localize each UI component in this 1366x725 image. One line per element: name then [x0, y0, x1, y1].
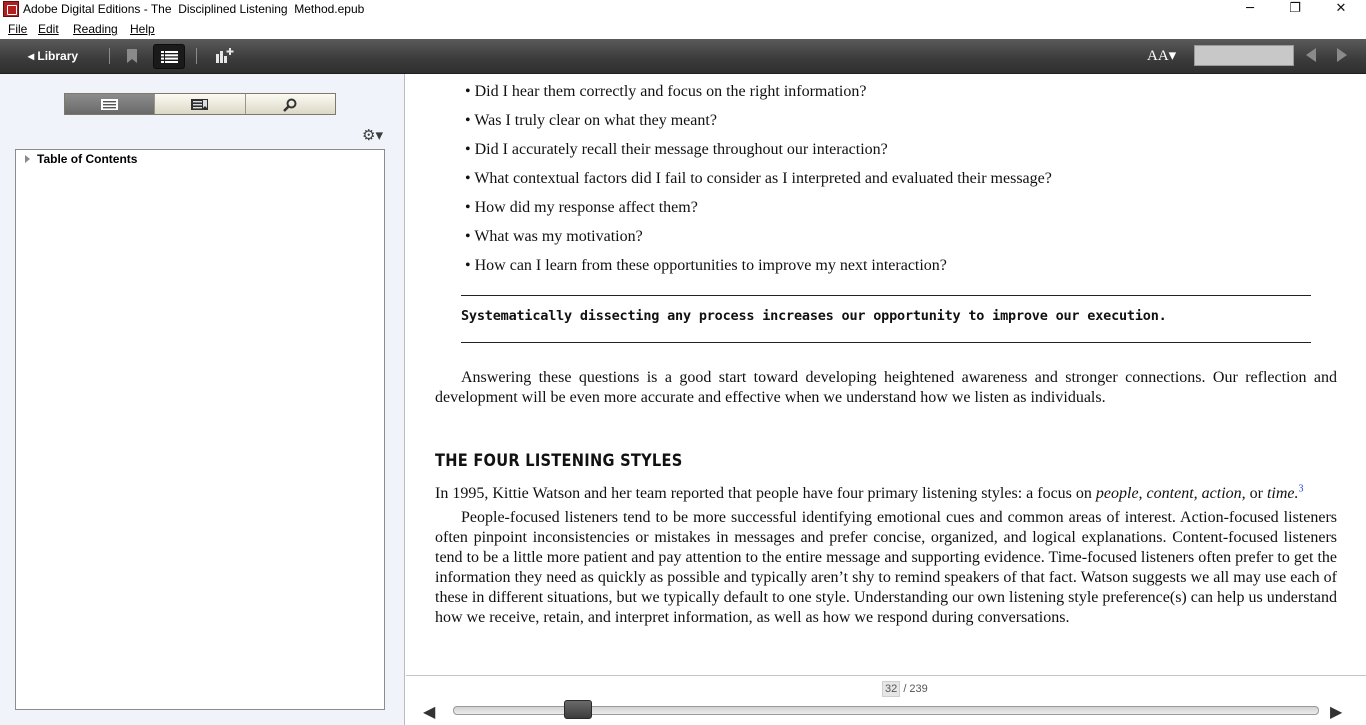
list-item: • Was I truly clear on what they meant? — [465, 112, 717, 129]
body-paragraph: Answering these questions is a good start toward developing heightened awareness and stronger connections. Our reflection and development will be even more accurate and effective when we understand how we listen as individuals. — [435, 369, 1337, 406]
toc-item-table-of-contents[interactable]: Table of Contents — [37, 152, 138, 166]
minimize-button[interactable]: ─ — [1246, 1, 1254, 16]
reader-toolbar — [0, 39, 1366, 74]
section-heading: THE FOUR LISTENING STYLES — [435, 451, 683, 471]
restore-button[interactable]: ❐ — [1289, 1, 1301, 16]
prev-page-arrow-icon[interactable]: ◀ — [423, 702, 436, 721]
body-paragraph: People-focused listeners tend to be more successful identifying emotional cues and common areas of interest. Action-focused listeners often pinpoint inconsistencies or mistakes in messages and prefer concise, organized, and logical explanations. Content-focused listeners tend to be a little more patient and pay attention to the entire message and supporting evidence. Time-focused listeners often prefer to get the information they need as quickly as possible and typically aren’t shy to remind speakers of that fact. Watson suggests we all may use each of these in different situations, but we typically default to one style. Understanding our own listening style preference(s) can help us understand how we receive, retain, and interpret information, as well as how we respond during conversations. — [435, 509, 1337, 626]
toc-list-icon — [161, 51, 178, 63]
pullquote-top-rule — [461, 295, 1311, 296]
toc-toggle-button[interactable] — [153, 44, 185, 69]
emphasis-text: people, content, action, — [1095, 485, 1246, 502]
page-indicator — [882, 681, 928, 697]
next-page-arrow-icon[interactable]: ▶ — [1330, 702, 1343, 721]
search-tab[interactable] — [246, 94, 335, 114]
gear-icon[interactable]: ⚙▾ — [362, 126, 383, 144]
paragraph-text: In 1995, Kittie Watson and her team reported that people have four primary listening styles: a focus on — [435, 485, 1096, 502]
window-title: Adobe Digital Editions - The Disciplined Listening Method.epub — [23, 2, 365, 16]
list-item: • Did I accurately recall their message throughout our interaction? — [465, 141, 888, 158]
current-page-field[interactable]: 32 — [882, 681, 900, 697]
pullquote: Systematically dissecting any process increases our opportunity to improve our execution. — [461, 308, 1167, 324]
list-item: • What was my motivation? — [465, 228, 643, 245]
reading-pane — [406, 74, 1366, 674]
list-item: • How can I learn from these opportunities to improve my next interaction? — [465, 257, 947, 274]
menu-bar — [0, 20, 1366, 39]
title-bar — [0, 0, 1366, 20]
sidebar — [0, 74, 405, 725]
pullquote-bottom-rule — [461, 342, 1311, 343]
search-input[interactable] — [1194, 45, 1294, 66]
bookmark-icon[interactable] — [126, 49, 138, 63]
toc-panel — [15, 149, 385, 710]
add-chart-icon[interactable] — [215, 48, 234, 63]
prev-arrow-icon[interactable] — [1306, 48, 1316, 62]
menu-file[interactable]: File — [8, 22, 28, 36]
bookmarks-tab-icon — [191, 99, 208, 110]
toolbar-divider — [196, 48, 197, 64]
body-paragraph — [435, 484, 1337, 504]
total-pages: / 239 — [903, 683, 928, 695]
search-icon — [283, 98, 297, 112]
next-arrow-icon[interactable] — [1337, 48, 1347, 62]
emphasis-text: time. — [1266, 485, 1299, 502]
close-button[interactable]: ✕ — [1335, 1, 1347, 16]
font-size-icon[interactable]: AA▾ — [1147, 48, 1177, 64]
menu-edit[interactable]: Edit — [38, 22, 59, 36]
bookmarks-tab[interactable] — [155, 94, 245, 114]
page-navigation — [406, 675, 1366, 725]
paragraph-text: or — [1245, 485, 1267, 502]
list-item: • Did I hear them correctly and focus on the right information? — [465, 83, 867, 100]
list-item: • What contextual factors did I fail to consider as I interpreted and evaluated their message? — [465, 170, 1052, 187]
sidebar-view-tabs — [64, 93, 336, 115]
list-item: • How did my response affect them? — [465, 199, 698, 216]
toolbar-divider — [109, 48, 110, 64]
adobe-digital-editions-app-icon — [3, 1, 19, 17]
expand-triangle-icon[interactable] — [25, 155, 30, 163]
toc-tab[interactable] — [65, 94, 155, 114]
library-button[interactable]: ◂ Library — [28, 49, 79, 63]
toc-tab-icon — [101, 99, 118, 110]
footnote-link[interactable]: 3 — [1298, 483, 1304, 495]
menu-reading[interactable]: Reading — [73, 22, 118, 36]
menu-help[interactable]: Help — [130, 22, 155, 36]
page-slider-thumb[interactable] — [564, 700, 592, 719]
